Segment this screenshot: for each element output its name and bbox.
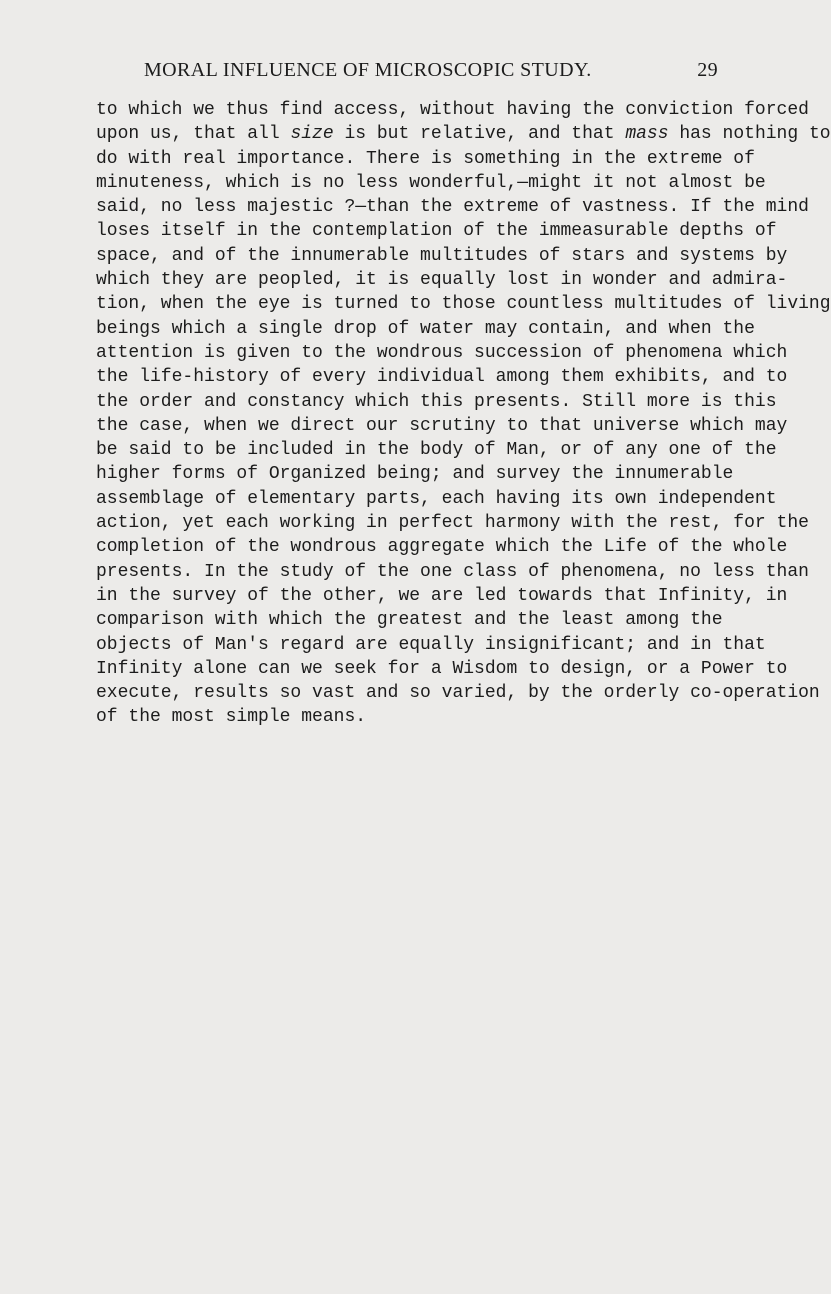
text-line: upon us, that all size is but relative, and that mass has nothing to (96, 124, 831, 145)
text-line: do with real importance. There is something in the extreme of (96, 148, 755, 169)
text-line: beings which a single drop of water may contain, and when the (96, 318, 755, 339)
running-title: MORAL INFLUENCE OF MICROSCOPIC STUDY. (144, 59, 592, 81)
text-line: to which we thus find access, without having the conviction forced (96, 100, 809, 120)
text-line: assemblage of elementary parts, each having its own independent (96, 488, 777, 509)
text-line: which they are peopled, it is equally lost in wonder and admira- (96, 270, 788, 291)
text-line: higher forms of Organized being; and survey the innumerable (96, 464, 734, 485)
text-line: the order and constancy which this presents. Still more is this (96, 391, 777, 412)
text-line: space, and of the innumerable multitudes of stars and systems by (96, 245, 788, 266)
text-line: the case, when we direct our scrutiny to that universe which may (96, 415, 788, 436)
running-head (96, 59, 718, 89)
text-line: in the survey of the other, we are led towards that Infinity, in (96, 585, 788, 606)
page-number: 29 (697, 59, 718, 81)
text-line: attention is given to the wondrous succession of phenomena which (96, 342, 788, 363)
text-line: Infinity alone can we seek for a Wisdom to design, or a Power to (96, 658, 788, 679)
text-line: objects of Man's regard are equally insignificant; and in that (96, 634, 766, 655)
text-line: presents. In the study of the one class of phenomena, no less than (96, 561, 809, 582)
text-line: completion of the wondrous aggregate which the Life of the whole (96, 537, 788, 558)
text-line: execute, results so vast and so varied, by the orderly co-operation (96, 683, 820, 704)
body-paragraph (96, 98, 831, 730)
text-line: loses itself in the contemplation of the immeasurable depths of (96, 221, 777, 242)
text-line: minuteness, which is no less wonderful,—might it not almost be (96, 172, 766, 193)
text-line: action, yet each working in perfect harmony with the rest, for the (96, 513, 809, 534)
text-line: of the most simple means. (96, 707, 367, 728)
text-line: said, no less majestic ?—than the extreme of vastness. If the mind (96, 197, 809, 218)
text-line: tion, when the eye is turned to those countless multitudes of living (96, 294, 831, 315)
text-line: be said to be included in the body of Man, or of any one of the (96, 440, 777, 461)
text-line: the life-history of every individual among them exhibits, and to (96, 367, 788, 388)
text-line: comparison with which the greatest and the least among the (96, 610, 723, 631)
